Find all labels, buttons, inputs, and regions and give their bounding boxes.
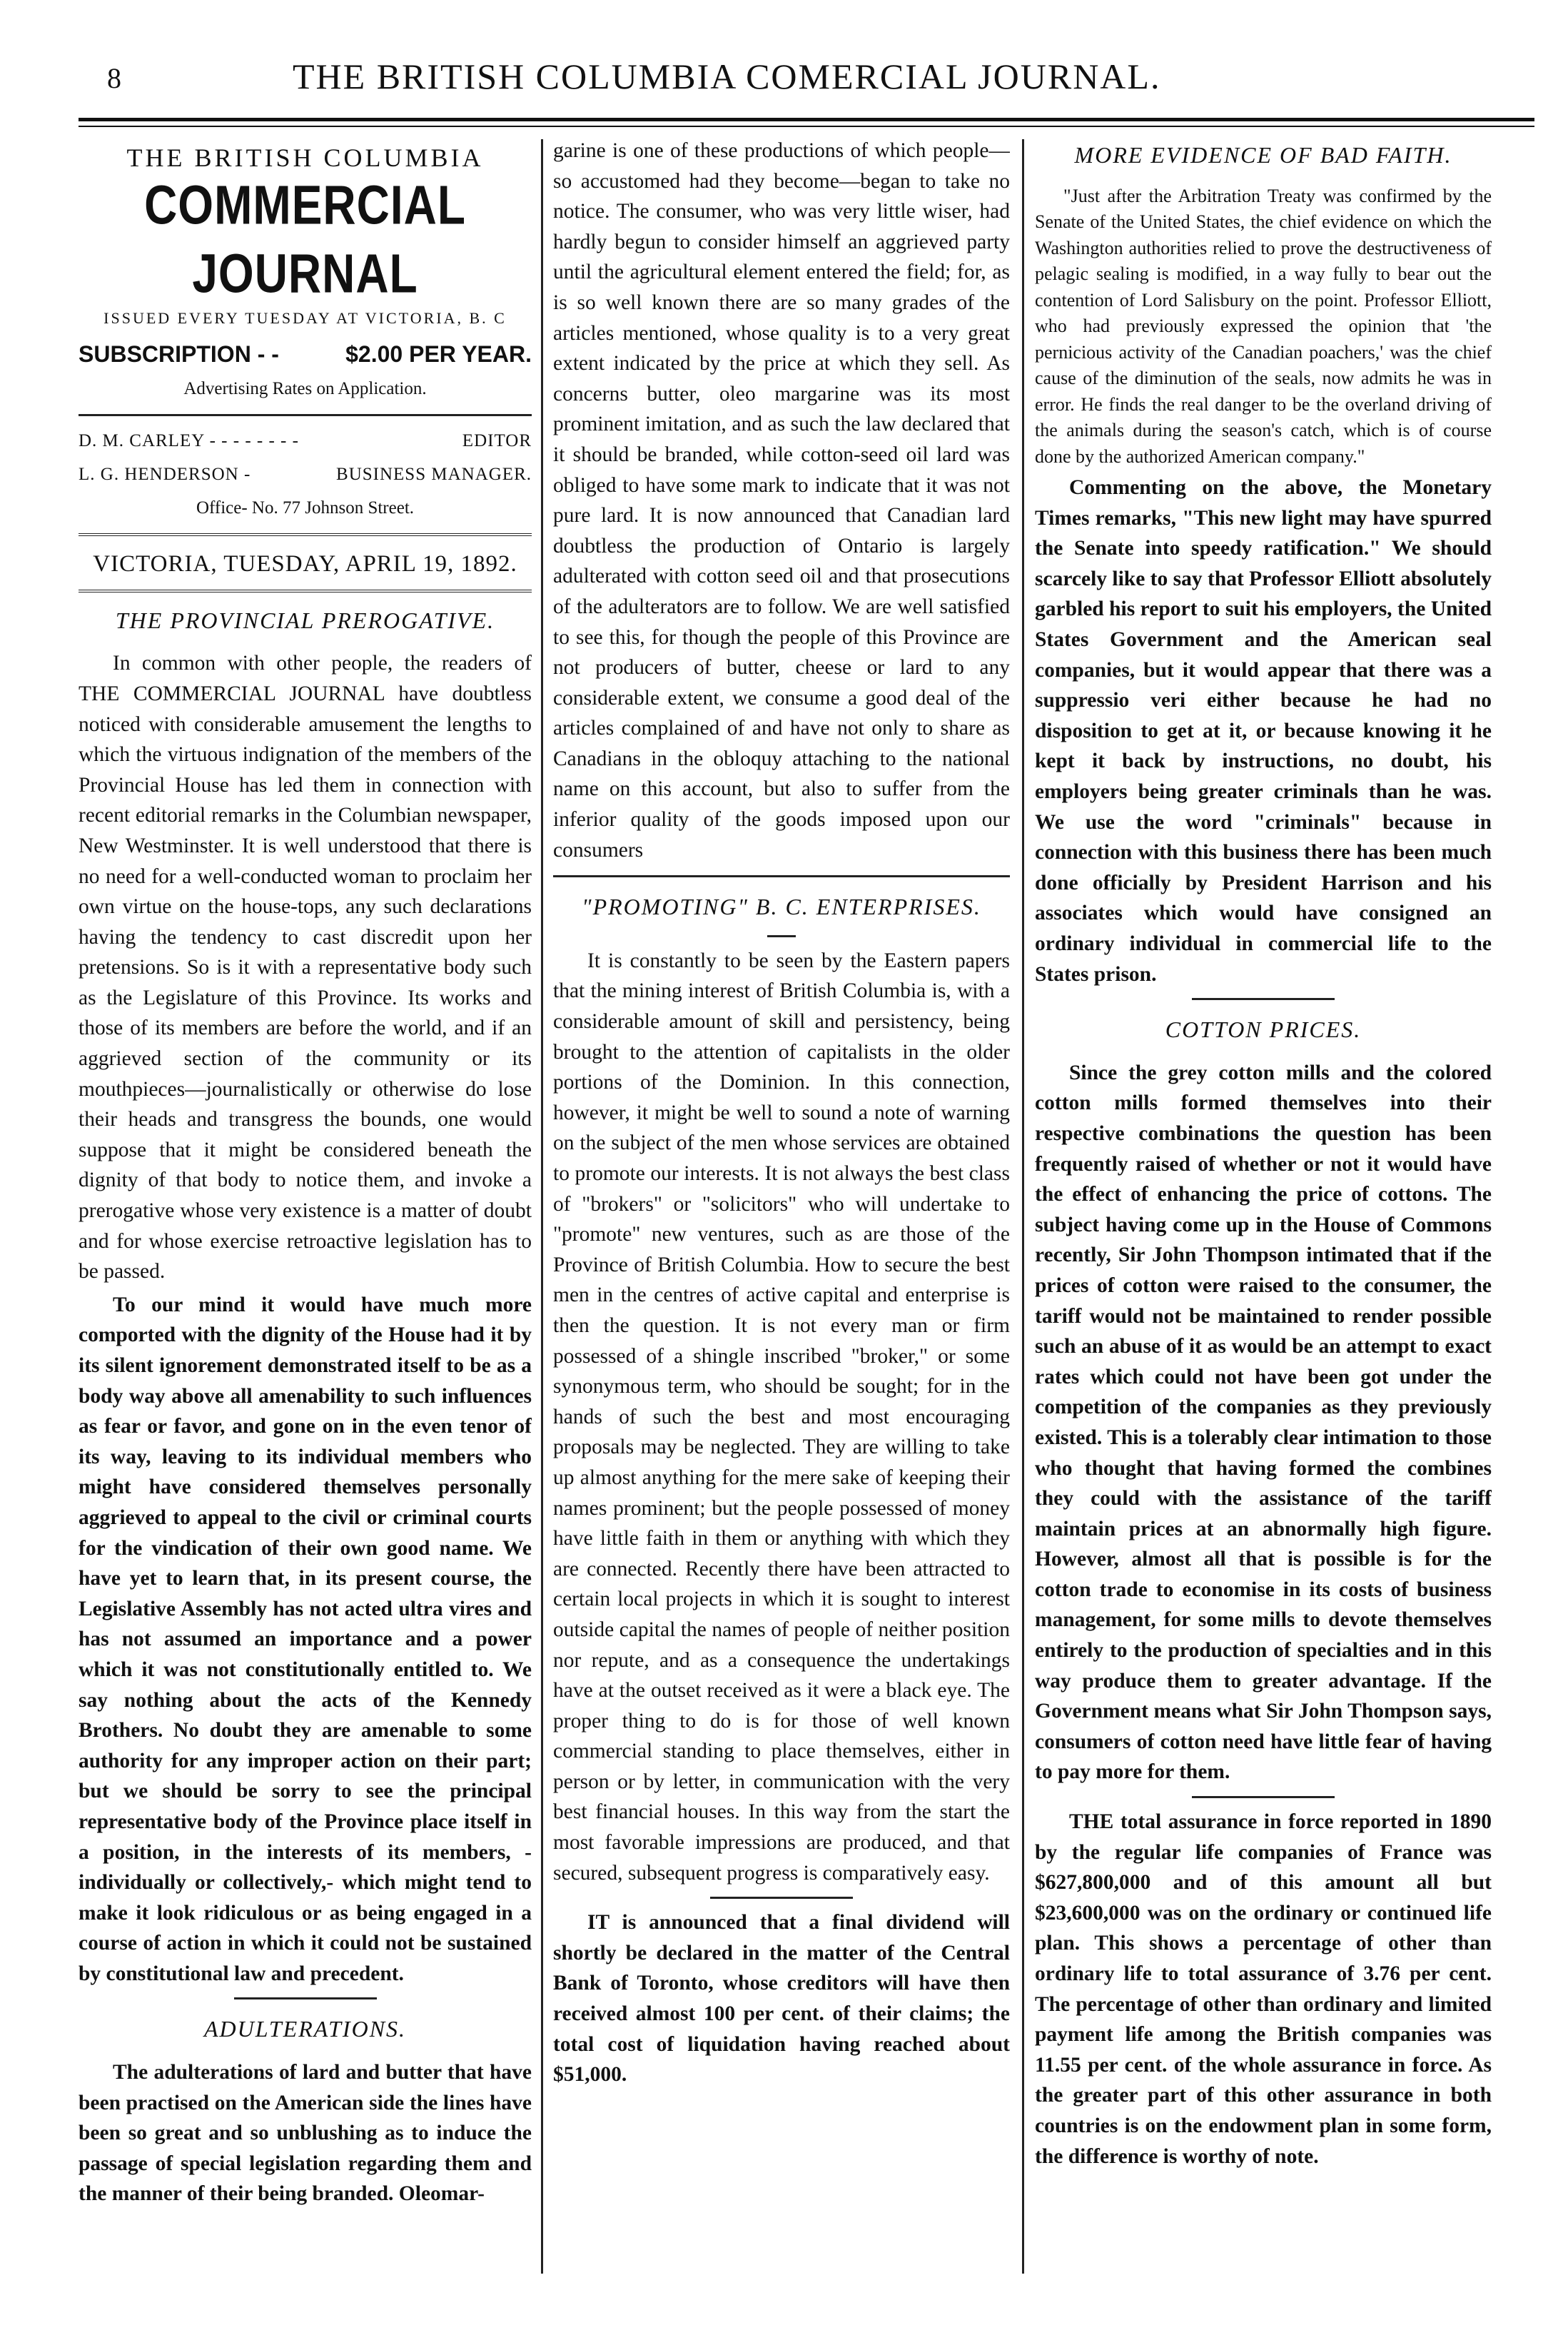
header-rule (79, 118, 1534, 121)
article-paragraph: Since the grey cotton mills and the colored cotton mills formed themselves into their respective combinations the question has been frequently raised of whether or not it would have the effect of enhancing the price of cottons. The subject having come up in the House of Commons recently, Sir John Thompson intimated that if the prices of cotton were raised to the consumer, the tariff would not be maintained to render possible such an abuse of it as would be an attempt to exact rates which could not have been got under the competition of the companies as they previously existed. This is a tolerably clear intimation to those who thought that having formed the combines they could with the assistance of the tariff maintain prices at an abnormally high figure. However, almost all that is possible is for the cotton trade to economise in its costs of business management, for some mills to devote themselves entirely to the production of specialties and in this way produce them to greater advantage. If the Government means what Sir John Thompson says, consumers of cotton need have little fear of having to pay more for them. (1035, 1061, 1492, 1784)
article-paragraph: THE total assurance in force reported in 1890 by the regular life companies of France was $627,800,000 and of this amount all but $23,600,000 was on the ordinary or continued life plan. This shows a percentage of other than ordinary life to total assurance of 3.76 per cent. The percentage of other than ordinary and limited payment life among the British companies was 11.55 per cent. of the whole assurance in force. As the greater part of this other assurance in both countries is on the endowment plan in some form, the difference is worthy of note. (1035, 1810, 1492, 2168)
subscription-price: $2.00 PER YEAR. (345, 341, 532, 368)
page-header (107, 56, 1527, 106)
masthead (79, 143, 532, 595)
editor-name: D. M. CARLEY - - - - - - - - (79, 431, 299, 451)
staff-manager (79, 460, 532, 490)
article-title: MORE EVIDENCE OF BAD FAITH. (1074, 142, 1452, 168)
masthead-advertising: Advertising Rates on Application. (183, 378, 427, 398)
dateline: VICTORIA, TUESDAY, APRIL 19, 1892. (93, 551, 517, 578)
article-paragraph: To our mind it would have much more comported with the dignity of the House had it by its silent ignorement demonstrated itself to be as a body way above all amenability to such influences as fear or favor, and gone on in the even tenor of its way, leaving to its individual members who might have considered themselves personally aggrieved to appeal to the civil or criminal courts for the vindication of their own good name. We have yet to learn that, in its present course, the Legislative Assembly has not acted ultra vires and has not assumed an importance and a power which it was not constitutionally entitled to. We say nothing about the acts of the Kennedy Brothers. No doubt they are amenable to some authority for any improper action on their part; but we should be sorry to see the principal representative body of the Province place itself in a position, in the interests of its members, -individually or collectively,- which might tend to make it look ridiculous or as being engaged in a course of action in which it could not be sustained by constitutional law and precedent. (79, 1293, 532, 1985)
page-number: 8 (107, 62, 121, 94)
subscription-label: SUBSCRIPTION - - (79, 341, 279, 368)
editor-role: EDITOR (462, 431, 532, 451)
article-title: "PROMOTING" B. C. ENTERPRISES. (582, 894, 981, 920)
masthead-subscription (79, 339, 532, 370)
column-divider (541, 139, 543, 2274)
rule (79, 590, 532, 595)
staff-editor (79, 426, 532, 457)
column-2 (553, 136, 1010, 2306)
article-paragraph: IT is announced that a final dividend will shortly be declared in the matter of the Central Bank of Toronto, whose creditors will have then received almost 100 per cent. of their claims; the total cost of liquidation having reached about $51,000. (553, 1911, 1010, 2087)
header-rule-thin (79, 126, 1534, 127)
column-1 (79, 136, 532, 2306)
article-paragraph: garine is one of these productions of which people—so accustomed had they become—began to take no notice. The consumer, who was very little wiser, had hardly begun to consider himself an aggrieved party until the agricultural element entered the field; for, as is so well known there are so many grades of the articles mentioned, whose quality is to a very great extent indicated by the price at which they sell. As concerns butter, oleo margarine was its most prominent imitation, and as such the law declared that it should be branded, while cotton-seed oil lard was obliged to have some mark to indicate that it was not pure lard. It is now announced that Canadian lard doubtless the production of Ontario is largely adulterated with cotton seed oil and that prosecutions of the adulterators are to follow. We are well satisfied to see this, for though the people of this Province are not producers of butter, cheese or lard to any considerable extent, we consume a good deal of the articles complained of and have not only to share as Canadians in the obloquy attaching to the national name on this account, but also to suffer from the inferior quality of the goods imposed upon our consumers (553, 139, 1010, 862)
column-3 (1035, 136, 1492, 2306)
masthead-office: Office- No. 77 Johnson Street. (196, 498, 415, 518)
article-paragraph: In common with other people, the readers of THE COMMERCIAL JOURNAL have doubtless noticed with considerable amusement the lengths to which the virtuous indignation of the members of the Provincial House has led them in connection with recent editorial remarks in the Columbian newspaper, New Westminster. It is well understood that there is no need for a well-conducted woman to proclaim her own virtue on the house-tops, any such declarations having the tendency to cast discredit upon her pretensions. So is it with a representative body such as the Legislature of this Province. Its works and those of its members are before the world, and if an aggrieved section of the community or its mouthpieces—journalistically or otherwise do lose their heads and transgress the bounds, one would suppose that it might be considered beneath the dignity of that body to notice them, and invoke a prerogative whose very existence is a matter of doubt and for whose exercise retroactive legislation has to be passed. (79, 652, 532, 1284)
column-divider (1022, 139, 1024, 2274)
masthead-issued: ISSUED EVERY TUESDAY AT VICTORIA, B. C (103, 308, 507, 327)
masthead-line1: THE BRITISH COLUMBIA (126, 143, 484, 172)
rule (79, 414, 532, 416)
rule (767, 935, 796, 937)
rule (553, 875, 1010, 877)
rule (1192, 998, 1335, 1000)
article-paragraph: It is constantly to be seen by the Eastern papers that the mining interest of British Columbia is, with a considerable amount of skill and persistency, being brought to the attention of capitalists in the older portions of the Dominion. In this connection, however, it might be well to sound a note of warning on the subject of the men whose services are obtained to promote our interests. It is not always the best class of "brokers" or "solicitors" who will undertake to "promote" new ventures, such as are those of the Province of British Columbia. How to secure the best men in the centres of active capital and enterprise is then the question. It is not every man or firm possessed of a shingle inscribed "broker," or some synonymous term, who should be sought; for in the hands of such the best and most encouraging proposals may be neglected. They are willing to take up almost anything for the mere sake of keeping their names prominent; but the people possessed of money have little faith in them or anything with which they are connected. Recently there have been attracted to certain local projects in which it is sought to interest outside capital the names of people of neither position nor repute, and as a consequence the undertakings have at the outset received as it were a black eye. The proper thing to do is for those of well known commercial standing to place themselves, either in person or by letter, in communication with the very best financial houses. In this way from the start the most favorable impressions are produced, and that secured, subsequent progress is comparatively easy. (553, 949, 1010, 1885)
rule (710, 1897, 853, 1899)
article-paragraph: Commenting on the above, the Monetary Times remarks, "This new light may have spurred the Senate into speedy ratification." We should scarcely like to say that Professor Elliott absolutely garbled his report to suit his employers, the United States Government and the American seal companies, but it would appear that there was a suppressio veri either because he had no disposition to get at it, or because knowing it he kept it back by instructions, no doubt, his employers being greater criminals than he was. We use the word "criminals" because in connection with this business there has been much done officially by President Harrison and his associates which would have consigned an ordinary individual in commercial life to the States prison. (1035, 476, 1492, 986)
manager-name: L. G. HENDERSON - (79, 464, 251, 484)
article-title: THE PROVINCIAL PREROGATIVE. (115, 607, 495, 633)
article-title: ADULTERATIONS. (203, 2016, 407, 2042)
rule (79, 533, 532, 539)
rule (234, 1997, 377, 1999)
manager-role: BUSINESS MANAGER. (336, 464, 532, 484)
masthead-title: COMMERCIAL JOURNAL (144, 173, 466, 304)
rule (1192, 1796, 1335, 1798)
running-title: THE BRITISH COLUMBIA COMERCIAL JOURNAL. (293, 56, 1161, 96)
article-title: COTTON PRICES. (1165, 1017, 1362, 1043)
article-paragraph: The adulterations of lard and butter that have been practised on the American side the lines have been so great and so unblushing as to induce the passage of special legislation regarding them and the manner of their being branded. Oleomar- (79, 2061, 532, 2206)
article-quote: "Just after the Arbitration Treaty was confirmed by the Senate of the United States, the chief evidence on which the Washington authorities relied to prove the destructiveness of pelagic sealing is modified, in a way fully to bear out the contention of Lord Salisbury on the point. Professor Elliott, who had previously expressed the opinion that 'the pernicious activity of the Canadian poachers,' was the chief cause of the diminution of the seals, now admits he was in error. He finds the real danger to be the overland driving of the animals during the season's catch, which is of course done by the authorized American company." (1035, 185, 1492, 467)
